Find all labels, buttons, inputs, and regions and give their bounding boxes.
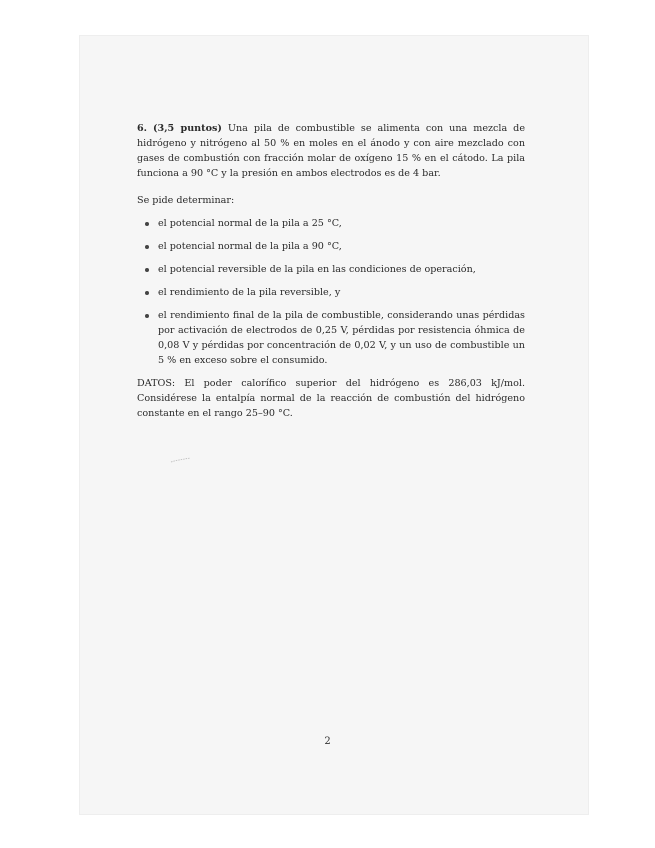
task-item (137, 308, 525, 368)
page-number: 2 (324, 736, 331, 747)
task-item (137, 239, 525, 254)
task-item-text: el rendimiento de la pila reversible, y (158, 287, 341, 298)
data-note: DATOS: El poder calorífico superior del hidrógeno es 286,03 kJ/mol. Considérese la entalpía normal de la reacción de combustión del hidrógeno constante en el rango 25–90 °C. (137, 378, 525, 419)
bullet-icon (145, 222, 149, 226)
page-content (137, 121, 525, 421)
task-item (137, 285, 525, 300)
bullet-icon (145, 314, 149, 318)
task-intro: Se pide determinar: (137, 195, 235, 206)
problem-statement (137, 121, 525, 181)
task-item (137, 262, 525, 277)
task-item-text: el potencial reversible de la pila en las condiciones de operación, (158, 264, 476, 275)
problem-number: 6. (137, 123, 148, 134)
task-item (137, 216, 525, 231)
bullet-icon (145, 291, 149, 295)
task-item-text: el rendimiento final de la pila de combustible, considerando unas pérdidas por activación de electrodos de 0,25 V, pérdidas por resistencia óhmica de 0,08 V y pérdidas por concentración de 0,02 V, y un uso de combustible un 5 % en exceso sobre el consumido. (158, 310, 525, 366)
bullet-icon (145, 245, 149, 249)
task-list (137, 216, 525, 368)
problem-text: Una pila de combustible se alimenta con una mezcla de hidrógeno y nitrógeno al 50 % en moles en el ánodo y con aire mezclado con gases de combustión con fracción molar de oxígeno 15 % en el cátodo. La pila funciona a 90 °C y la presión en ambos electrodos es de 4 bar. (137, 123, 526, 179)
problem-points: (3,5 puntos) (153, 123, 222, 134)
scan-smudge (170, 457, 192, 463)
task-item-text: el potencial normal de la pila a 25 °C, (158, 218, 342, 229)
bullet-icon (145, 268, 149, 272)
task-item-text: el potencial normal de la pila a 90 °C, (158, 241, 342, 252)
